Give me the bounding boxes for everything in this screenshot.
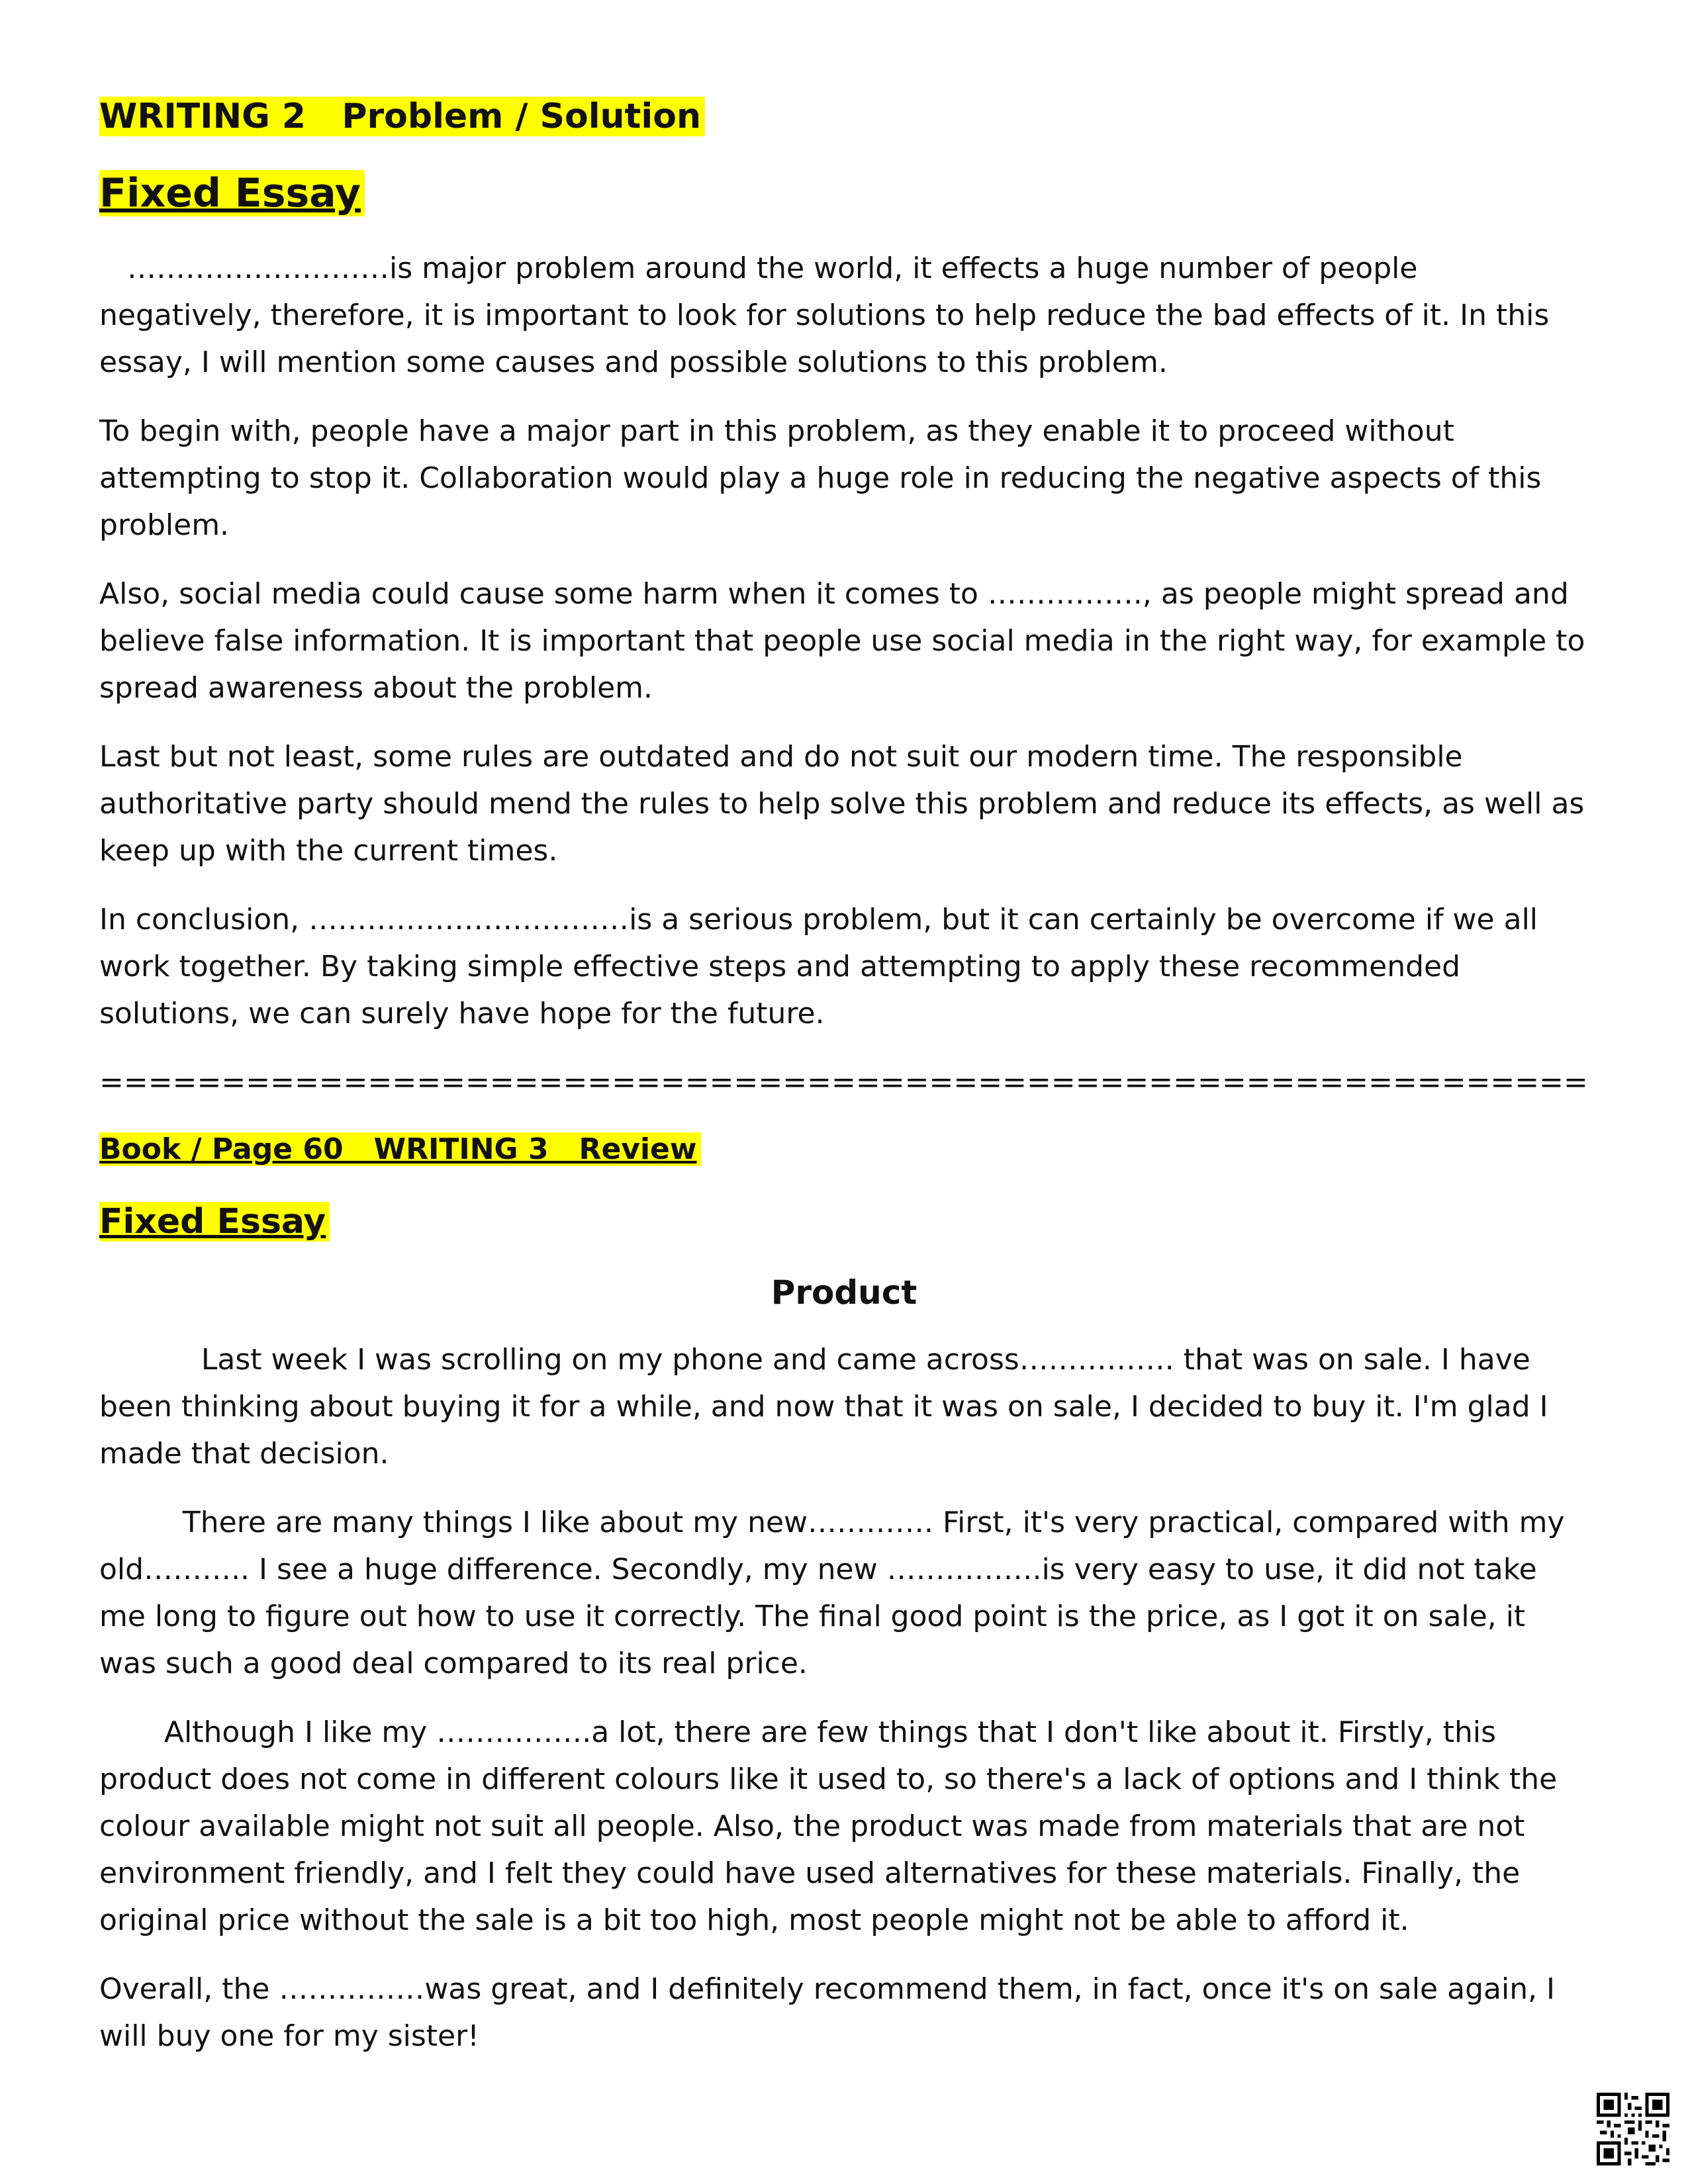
writing-2-paragraph-third-cause: Last but not least, some rules are outdated and do not suit our modern time. The responsible authoritative party should mend the rules to help solve this problem and reduce its effects, as well as keep up with the current times. [99, 740, 1585, 868]
review-title: Product [771, 1273, 917, 1312]
writing-2-heading [99, 93, 1589, 140]
writing-2-paragraph-conclusion: In conclusion, ……………………………is a serious problem, but it can certainly be overcome if we all work together. By taking simple effective steps and attempting to apply these recommended solutions, we can surely have hope for the future. [99, 903, 1538, 1030]
writing-2-fixed-essay-label [99, 167, 1589, 220]
writing-2-paragraph-intro: ………………………is major problem around the world, it effects a huge number of people negatively, therefore, it is important to look for solutions to help reduce the bad effects of it. In this essay, I will mention some causes and possible solutions to this problem. [99, 251, 1559, 379]
writing-3-paragraph-conclusion: Overall, the ……………was great, and I definitely recommend them, in fact, once it's on sale again, I will buy one for my sister! [99, 1972, 1556, 2053]
writing-3-fixed-essay-text: Fixed Essay [99, 1202, 330, 1242]
writing-2-paragraph-first-cause: To begin with, people have a major part in this problem, as they enable it to proceed without attempting to stop it. Collaboration would play a huge role in reducing the negative aspects of this problem. [99, 414, 1542, 542]
writing-3-heading [99, 1128, 1589, 1171]
writing-3-heading-text: Book / Page 60 WRITING 3 Review [99, 1132, 701, 1166]
writing-3-fixed-essay-label [99, 1197, 1589, 1246]
writing-2-paragraph-second-cause: Also, social media could cause some harm when it comes to ……………., as people might spread and believe false information. It is important that people use social media in the right way, for example to spread awareness about the problem. [99, 577, 1585, 705]
writing-3-paragraph-likes: There are many things I like about my new…………. First, it's very practical, compared with my old……….. I see a huge difference. Secondly, my new …………….is very easy to use, it did not take me long to figure out how to use it correctly. The final good point is the price, as I got it on sale, it was such a good deal compared to its real price. [99, 1506, 1574, 1680]
writing-3-paragraph-dislikes: Although I like my …………….a lot, there are few things that I don't like about it. Firstly, this product does not come in different colours like it used to, so there's a lack of options and I think the colour available might not suit all people. Also, the product was made from materials that are not environment friendly, and I felt they could have used alternatives for these materials. Finally, the original price without the sale is a bit too high, most people might not be able to afford it. [99, 1715, 1567, 1937]
writing-2-fixed-essay-text: Fixed Essay [99, 170, 365, 216]
writing-3-paragraph-intro: Last week I was scrolling on my phone and came across……………. that was on sale. I have been thinking about buying it for a while, and now that it was on sale, I decided to buy it. I'm glad I made that decision. [99, 1343, 1558, 1471]
document-page [99, 93, 1589, 2081]
section-divider: ============================================================= [99, 1066, 1588, 1099]
writing-2-heading-text: WRITING 2 Problem / Solution [99, 97, 705, 136]
qr-code-icon [1597, 2093, 1669, 2165]
